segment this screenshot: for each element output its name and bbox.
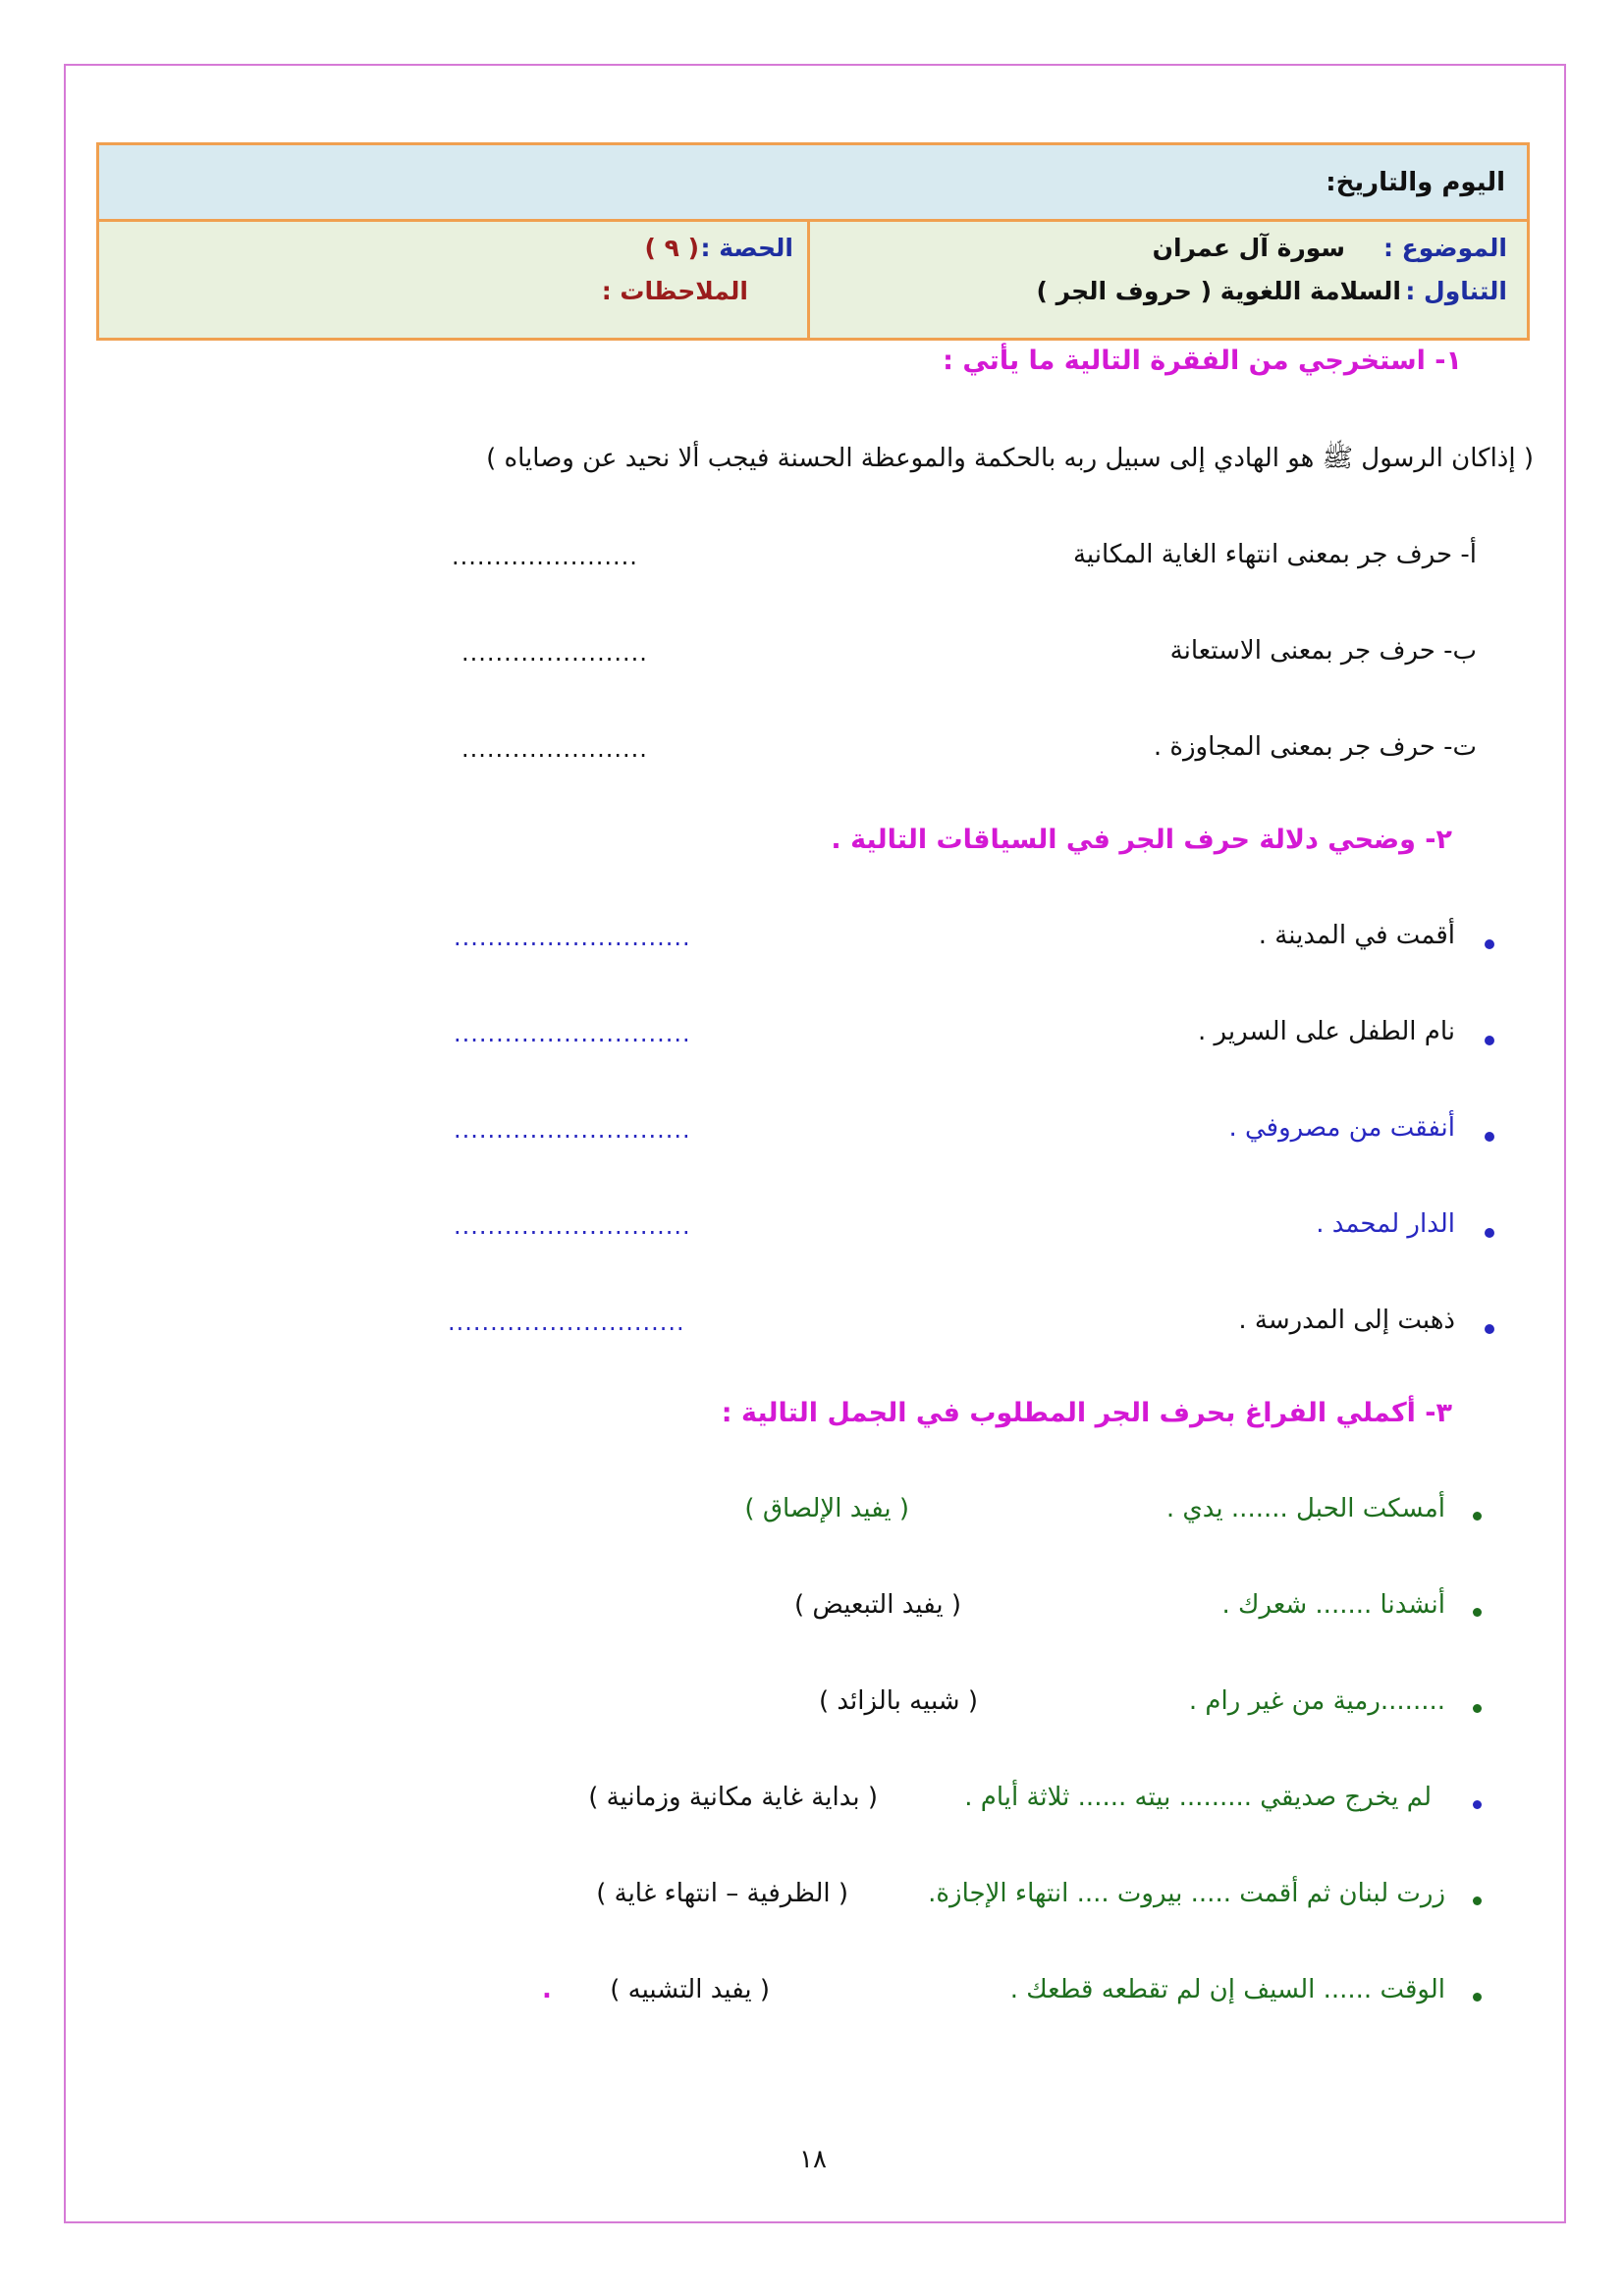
q1-blank-a: ...................... bbox=[452, 543, 638, 570]
bullet-icon bbox=[1473, 1800, 1482, 1809]
q3-item-4: لم يخرج صديقي ......... بيته ...... ثلاثة أيام . bbox=[964, 1783, 1432, 1812]
q2-blank-4: ............................ bbox=[454, 1212, 691, 1240]
bullet-icon bbox=[1485, 1324, 1494, 1334]
subject-label: الموضوع : bbox=[1382, 234, 1507, 262]
bullet-icon bbox=[1473, 1704, 1482, 1713]
q3-item-5: زرت لبنان ثم أقمت ..... بيروت .... انتهاء الإجازة. bbox=[928, 1879, 1445, 1908]
period-cell bbox=[98, 221, 809, 340]
q1-blank-b: ...................... bbox=[461, 639, 648, 667]
q3-hint-6: ( يفيد التشبيه ) bbox=[610, 1975, 770, 2004]
date-label: اليوم والتاريخ: bbox=[1326, 167, 1505, 197]
q3-item-6: الوقت ...... السيف إن لم تقطعه قطعك . bbox=[1009, 1975, 1445, 2004]
q2-item-3: أنفقت من مصروفي . bbox=[1228, 1113, 1455, 1143]
q3-hint-2: ( يفيد التبعيض ) bbox=[793, 1590, 961, 1620]
bullet-icon bbox=[1485, 1228, 1494, 1238]
topic-value: السلامة اللغوية ( حروف الجر ) bbox=[1036, 277, 1401, 305]
q2-blank-2: ............................ bbox=[454, 1020, 691, 1047]
bullet-icon bbox=[1473, 1993, 1482, 2002]
q1-title: ١- استخرجي من الفقرة التالية ما يأتي : bbox=[943, 346, 1462, 376]
subject-cell bbox=[809, 221, 1529, 340]
notes-label: الملاحظات : bbox=[601, 277, 748, 305]
q3-hint-3: ( شبيه بالزائد ) bbox=[818, 1686, 978, 1716]
bullet-icon bbox=[1485, 1036, 1494, 1045]
lesson-header-table bbox=[96, 142, 1530, 341]
q1-passage: ( إذاكان الرسول ﷺ هو الهادي إلى سبيل ربه بالحكمة والموعظة الحسنة فيجب ألا نحيد عن وصاياه ) bbox=[486, 444, 1534, 473]
date-row bbox=[98, 144, 1529, 221]
q2-blank-5: ............................ bbox=[448, 1308, 685, 1336]
q2-item-4: الدار لمحمد . bbox=[1316, 1209, 1455, 1239]
q3-hint-1: ( يفيد الإلصاق ) bbox=[744, 1494, 909, 1523]
period-value: ( ٩ ) bbox=[644, 234, 699, 262]
q3-hint-5: ( الظرفية – انتهاء غاية ) bbox=[596, 1879, 848, 1908]
q3-title: ٣- أكملي الفراغ بحرف الجر المطلوب في الجمل التالية : bbox=[721, 1398, 1452, 1428]
bullet-icon bbox=[1473, 1608, 1482, 1617]
bullet-icon bbox=[1485, 939, 1494, 949]
page-number: ١٨ bbox=[799, 2145, 827, 2174]
period-label: الحصة : bbox=[700, 234, 793, 262]
q2-item-5: ذهبت إلى المدرسة . bbox=[1238, 1306, 1455, 1335]
topic-label: التناول : bbox=[1405, 277, 1507, 305]
q1-item-b: ب- حرف جر بمعنى الاستعانة bbox=[1169, 636, 1477, 666]
bullet-icon bbox=[1485, 1132, 1494, 1142]
q3-hint-6-tail: . bbox=[542, 1975, 552, 2004]
bullet-icon bbox=[1473, 1512, 1482, 1521]
q1-item-c: ت- حرف جر بمعنى المجاوزة . bbox=[1153, 732, 1477, 762]
q1-item-a: أ- حرف جر بمعنى انتهاء الغاية المكانية bbox=[1072, 540, 1477, 569]
q2-blank-3: ............................ bbox=[454, 1116, 691, 1144]
q2-title: ٢- وضحي دلالة حرف الجر في السياقات التالية . bbox=[831, 825, 1452, 855]
q3-item-2: أنشدنا ....... شعرك . bbox=[1221, 1590, 1445, 1620]
q2-item-1: أقمت في المدينة . bbox=[1258, 921, 1455, 950]
q1-blank-c: ...................... bbox=[461, 735, 648, 763]
q3-hint-4: ( بداية غاية مكانية وزمانية ) bbox=[588, 1783, 878, 1812]
q2-blank-1: ............................ bbox=[454, 924, 691, 951]
subject-value: سورة آل عمران bbox=[1152, 234, 1345, 262]
q3-item-3: ........رمية من غير رام . bbox=[1188, 1686, 1445, 1716]
q3-item-1: أمسكت الحبل ....... يدي . bbox=[1165, 1494, 1445, 1523]
bullet-icon bbox=[1473, 1896, 1482, 1905]
q2-item-2: نام الطفل على السرير . bbox=[1198, 1017, 1455, 1046]
